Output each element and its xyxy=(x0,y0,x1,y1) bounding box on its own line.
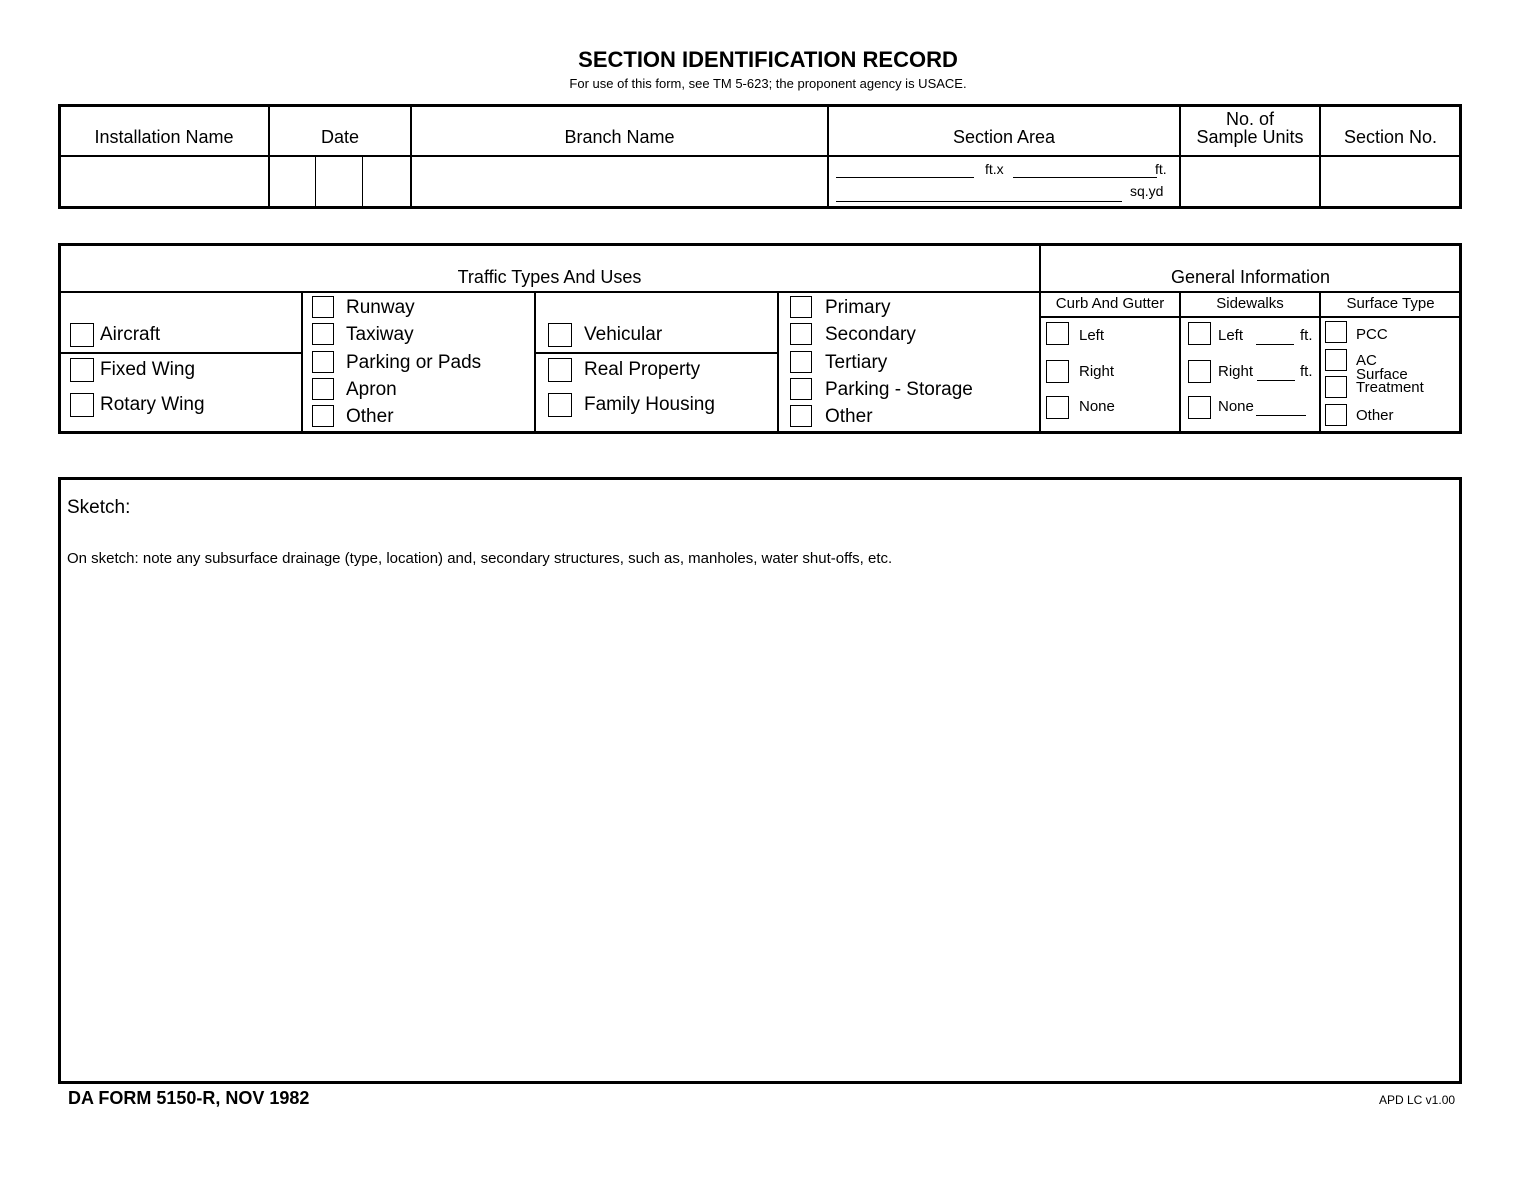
sample-units-field[interactable] xyxy=(1182,158,1318,206)
airfield-other-label: Other xyxy=(346,406,394,427)
primary-label: Primary xyxy=(825,297,891,318)
divider xyxy=(60,291,1460,293)
sidewalk-none-line xyxy=(1256,415,1306,416)
sidewalk-left-checkbox[interactable] xyxy=(1188,322,1211,345)
apron-checkbox[interactable] xyxy=(312,378,334,400)
ac-checkbox[interactable] xyxy=(1325,349,1347,371)
pcc-checkbox[interactable] xyxy=(1325,321,1347,343)
section-no-header: Section No. xyxy=(1343,127,1438,147)
branch-name-header: Branch Name xyxy=(564,127,675,147)
rotary-wing-label: Rotary Wing xyxy=(100,394,205,415)
real-property-label: Real Property xyxy=(584,359,701,380)
sidewalk-right-ft-label: ft. xyxy=(1300,363,1313,380)
tertiary-checkbox[interactable] xyxy=(790,351,812,373)
taxiway-checkbox[interactable] xyxy=(312,323,334,345)
parking-or-pads-label: Parking or Pads xyxy=(346,352,482,373)
sketch-label: Sketch: xyxy=(67,497,131,518)
sidewalk-right-label: Right xyxy=(1218,363,1254,380)
ft-label: ft. xyxy=(1155,161,1167,177)
section-area-header: Section Area xyxy=(952,127,1056,147)
vehicular-label: Vehicular xyxy=(584,324,663,345)
secondary-checkbox[interactable] xyxy=(790,323,812,345)
header-row-divider xyxy=(60,155,1460,157)
divider xyxy=(1319,292,1321,432)
pcc-label: PCC xyxy=(1356,326,1388,343)
road-other-checkbox[interactable] xyxy=(790,405,812,427)
curb-heading: Curb And Gutter xyxy=(1055,295,1165,312)
surface-other-label: Other xyxy=(1356,407,1394,424)
curb-left-checkbox[interactable] xyxy=(1046,322,1069,345)
sq-yd-label: sq.yd xyxy=(1130,183,1164,199)
aircraft-checkbox[interactable] xyxy=(70,323,94,347)
divider xyxy=(536,352,777,354)
surface-heading: Surface Type xyxy=(1346,295,1435,312)
runway-label: Runway xyxy=(346,297,415,318)
fixed-wing-checkbox[interactable] xyxy=(70,358,94,382)
ft-x-label: ft.x xyxy=(985,161,1004,177)
runway-checkbox[interactable] xyxy=(312,296,334,318)
apron-label: Apron xyxy=(346,379,397,400)
ac-label: AC xyxy=(1356,352,1377,369)
divider xyxy=(60,352,301,354)
taxiway-label: Taxiway xyxy=(346,324,414,345)
airfield-other-checkbox[interactable] xyxy=(312,405,334,427)
sketch-area[interactable] xyxy=(58,477,1462,1084)
divider xyxy=(534,292,536,432)
divider xyxy=(268,106,270,207)
divider xyxy=(827,106,829,207)
date-field-3[interactable] xyxy=(364,158,409,206)
divider xyxy=(410,106,412,207)
sketch-note: On sketch: note any subsurface drainage (type, location) and, secondary structures, such as, manholes, water shut-offs, etc. xyxy=(67,550,893,567)
real-property-checkbox[interactable] xyxy=(548,358,572,382)
date-field-2[interactable] xyxy=(317,158,361,206)
section-no-field[interactable] xyxy=(1322,158,1459,206)
sample-units-header-line2: Sample Units xyxy=(1196,127,1304,147)
treatment-label: Treatment xyxy=(1356,379,1424,396)
fixed-wing-label: Fixed Wing xyxy=(100,359,196,380)
road-other-label: Other xyxy=(825,406,873,427)
sidewalk-left-ft-label: ft. xyxy=(1300,327,1313,344)
date-field-1[interactable] xyxy=(271,158,314,206)
parking-or-pads-checkbox[interactable] xyxy=(312,351,334,373)
vehicular-checkbox[interactable] xyxy=(548,323,572,347)
curb-right-label: Right xyxy=(1079,363,1115,380)
rotary-wing-checkbox[interactable] xyxy=(70,393,94,417)
curb-none-checkbox[interactable] xyxy=(1046,396,1069,419)
form-version: APD LC v1.00 xyxy=(1379,1093,1456,1107)
aircraft-label: Aircraft xyxy=(100,324,161,345)
surface-other-checkbox[interactable] xyxy=(1325,404,1347,426)
curb-right-checkbox[interactable] xyxy=(1046,360,1069,383)
form-subtitle: For use of this form, see TM 5-623; the proponent agency is USACE. xyxy=(569,76,967,91)
divider xyxy=(1179,292,1181,432)
sidewalk-none-label: None xyxy=(1218,398,1254,415)
sidewalk-left-width-input[interactable] xyxy=(1256,344,1294,345)
sample-units-header-line1: No. of xyxy=(1225,109,1275,129)
family-housing-checkbox[interactable] xyxy=(548,393,572,417)
installation-name-header: Installation Name xyxy=(94,127,234,147)
surface-label: Surface xyxy=(1356,366,1408,383)
date-cell-divider xyxy=(362,156,363,207)
section-length-input[interactable] xyxy=(836,177,974,178)
sidewalk-left-label: Left xyxy=(1218,327,1244,344)
divider xyxy=(1041,316,1460,318)
parking-storage-checkbox[interactable] xyxy=(790,378,812,400)
section-width-input[interactable] xyxy=(1013,177,1157,178)
section-area-input[interactable] xyxy=(836,201,1122,202)
branch-name-field[interactable] xyxy=(413,158,826,206)
secondary-label: Secondary xyxy=(825,324,916,345)
tertiary-label: Tertiary xyxy=(825,352,888,373)
date-header: Date xyxy=(320,127,360,147)
general-heading: General Information xyxy=(1170,267,1331,287)
sidewalks-heading: Sidewalks xyxy=(1216,295,1284,312)
sidewalk-right-checkbox[interactable] xyxy=(1188,360,1211,383)
form-number: DA FORM 5150-R, NOV 1982 xyxy=(68,1088,310,1108)
divider xyxy=(301,292,303,432)
date-cell-divider xyxy=(315,156,316,207)
sidewalk-right-width-input[interactable] xyxy=(1257,380,1295,381)
divider xyxy=(1319,106,1321,207)
surface-treatment-checkbox[interactable] xyxy=(1325,376,1347,398)
form-title: SECTION IDENTIFICATION RECORD xyxy=(578,47,958,72)
curb-left-label: Left xyxy=(1079,327,1105,344)
parking-storage-label: Parking - Storage xyxy=(825,379,973,400)
sample-units-header xyxy=(1181,110,1319,146)
curb-none-label: None xyxy=(1079,398,1115,415)
traffic-heading: Traffic Types And Uses xyxy=(457,267,642,287)
sidewalk-none-checkbox[interactable] xyxy=(1188,396,1211,419)
family-housing-label: Family Housing xyxy=(584,394,715,415)
primary-checkbox[interactable] xyxy=(790,296,812,318)
installation-name-field[interactable] xyxy=(62,158,266,206)
divider xyxy=(777,292,779,432)
